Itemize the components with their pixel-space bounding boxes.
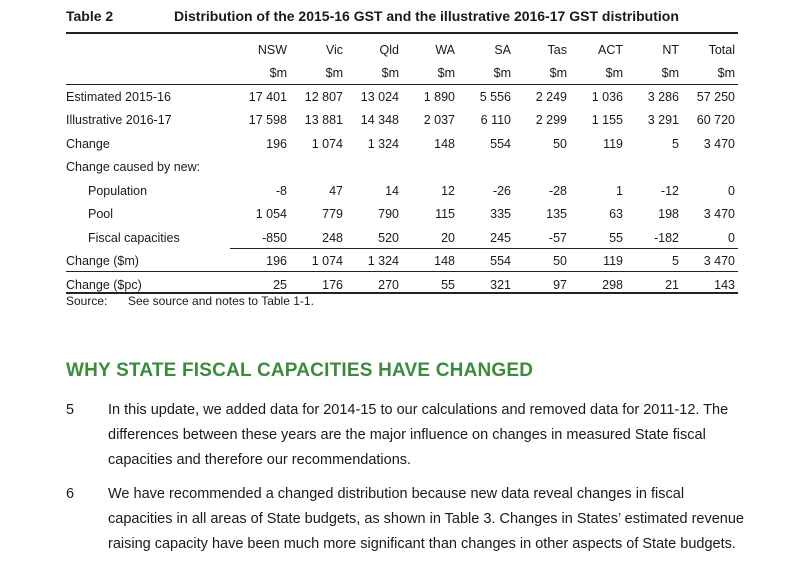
- table-cell: 790: [378, 207, 399, 222]
- table-cell: 1 155: [591, 113, 623, 128]
- table-cell: -57: [548, 230, 567, 245]
- paragraph-6: [66, 482, 746, 557]
- table-cell: 50: [553, 254, 567, 269]
- row-label: Pool: [88, 207, 114, 222]
- table-cell: 0: [728, 183, 735, 198]
- table-cell: 17 598: [248, 113, 287, 128]
- table-cell: 12: [441, 183, 455, 198]
- table-cell: 3 470: [703, 254, 735, 269]
- table-cell: 143: [714, 277, 735, 292]
- table-row: [66, 132, 738, 156]
- table-cell: [514, 156, 570, 180]
- table-cell: 779: [322, 207, 343, 222]
- table-cell: 335: [490, 207, 511, 222]
- table-cell: 6 110: [480, 113, 511, 128]
- paragraph-5: [66, 398, 746, 473]
- row-label: [66, 38, 234, 62]
- row-label: [66, 62, 234, 86]
- table-cell: Total: [708, 42, 735, 57]
- table-cell: NT: [662, 42, 679, 57]
- table-cell: [626, 156, 682, 180]
- table-cell: [682, 156, 738, 180]
- table-cell: 270: [378, 277, 399, 292]
- row-label: Change: [66, 136, 110, 151]
- table-cell: [402, 156, 458, 180]
- table-cell: [346, 156, 402, 180]
- table-cell: WA: [435, 42, 455, 57]
- table-row: [66, 226, 738, 250]
- table-cell: 1 054: [255, 207, 287, 222]
- table-cell: [570, 156, 626, 180]
- table-row: [66, 203, 738, 227]
- paragraph-text: In this update, we added data for 2014-15 to our calculations and removed data for 2011-12. The differences between these years are the major influence on changes in measured State fiscal capacities and therefore our recommendations.: [108, 402, 729, 468]
- row-label: Estimated 2015-16: [66, 89, 171, 104]
- row-label: Change ($m): [66, 254, 139, 269]
- source-label: Source:: [66, 294, 108, 308]
- table-cell: 321: [490, 277, 511, 292]
- table-cell: 5: [672, 136, 679, 151]
- table-cell: 198: [658, 207, 679, 222]
- table-cell: 1 324: [367, 136, 399, 151]
- table-cell: [234, 156, 290, 180]
- header-rule: [66, 84, 738, 85]
- table-header-row: [66, 38, 738, 62]
- table-cell: 47: [329, 183, 343, 198]
- table-cell: $m: [325, 66, 343, 81]
- gst-distribution-table: [66, 38, 738, 297]
- table-cell: SA: [494, 42, 511, 57]
- table-cell: 2 037: [423, 113, 455, 128]
- table-cell: 1 074: [311, 136, 343, 151]
- table-cell: -26: [492, 183, 511, 198]
- table-cell: 554: [490, 136, 511, 151]
- table-cell: $m: [493, 66, 511, 81]
- table-source: [66, 294, 314, 308]
- table-cell: $m: [549, 66, 567, 81]
- table-cell: 13 024: [360, 89, 399, 104]
- table-cell: 0: [728, 230, 735, 245]
- table-cell: NSW: [257, 42, 287, 57]
- table-cell: 176: [322, 277, 343, 292]
- table-cell: 57 250: [696, 89, 735, 104]
- table-row: [66, 179, 738, 203]
- table-row: [66, 250, 738, 274]
- table-cell: 115: [435, 207, 455, 222]
- table-cell: 13 881: [304, 113, 343, 128]
- table-cell: [290, 156, 346, 180]
- table-cell: $m: [381, 66, 399, 81]
- row-label: Fiscal capacities: [88, 230, 180, 245]
- table-cell: $m: [269, 66, 287, 81]
- table-cell: 1 074: [311, 254, 343, 269]
- table-cell: $m: [437, 66, 455, 81]
- table-cell: 148: [434, 136, 455, 151]
- row-label: Illustrative 2016-17: [66, 113, 172, 128]
- table-row: [66, 156, 738, 180]
- table-cell: 12 807: [304, 89, 343, 104]
- table-number: Table 2: [66, 8, 114, 24]
- table-cell: ACT: [598, 42, 623, 57]
- table-cell: $m: [717, 66, 735, 81]
- table-cell: 3 470: [703, 207, 735, 222]
- table-cell: Vic: [325, 42, 343, 57]
- table-cell: -12: [660, 183, 679, 198]
- table-cell: 50: [553, 136, 567, 151]
- table-cell: 3 291: [647, 113, 679, 128]
- table-cell: 119: [603, 254, 623, 269]
- table-cell: 20: [441, 230, 455, 245]
- table-cell: 196: [266, 254, 287, 269]
- table-cell: 2 299: [535, 113, 567, 128]
- table-cell: Qld: [379, 42, 399, 57]
- table-cell: 520: [378, 230, 399, 245]
- row-label: Change caused by new:: [66, 160, 201, 175]
- table-cell: 60 720: [696, 113, 735, 128]
- table-cell: 14 348: [360, 113, 399, 128]
- table-cell: 554: [490, 254, 511, 269]
- table-cell: 1 890: [423, 89, 455, 104]
- table-cell: -850: [261, 230, 287, 245]
- row-label: Change ($pc): [66, 277, 142, 292]
- table-cell: 14: [385, 183, 399, 198]
- table-cell: [458, 156, 514, 180]
- table-cell: 245: [490, 230, 511, 245]
- table-cell: 55: [441, 277, 455, 292]
- paragraph-text: We have recommended a changed distribution because new data reveal changes in fiscal capacities in all areas of State budgets, as shown in Table 3. Changes in States’ estimated revenue raising capacity have been much more significant than changes in other aspects of State budgets.: [108, 486, 744, 552]
- table-cell: 21: [665, 277, 679, 292]
- table-cell: 25: [273, 277, 287, 292]
- table-cell: 17 401: [248, 89, 287, 104]
- table-cell: 55: [609, 230, 623, 245]
- paragraph-number: 5: [66, 402, 75, 418]
- table-cell: 3 470: [703, 136, 735, 151]
- source-text: See source and notes to Table 1-1.: [128, 294, 314, 308]
- section-heading: WHY STATE FISCAL CAPACITIES HAVE CHANGED: [66, 360, 534, 381]
- table-cell: 248: [322, 230, 343, 245]
- table-cell: 119: [603, 136, 623, 151]
- table-cell: -8: [275, 183, 287, 198]
- table-cell: 97: [553, 277, 567, 292]
- table-cell: 1: [616, 183, 623, 198]
- table-units-row: [66, 62, 738, 86]
- table-cell: 135: [546, 207, 567, 222]
- table-cell: Tas: [547, 42, 567, 57]
- table-cell: 5: [672, 254, 679, 269]
- paragraph-number: 6: [66, 486, 75, 502]
- table-row: [66, 85, 738, 109]
- table-cell: 298: [602, 277, 623, 292]
- table-cell: $m: [605, 66, 623, 81]
- row-label: Population: [88, 183, 148, 198]
- table-cell: 5 556: [479, 89, 511, 104]
- table-cell: 148: [434, 254, 455, 269]
- table-cell: 63: [609, 207, 623, 222]
- table-cell: 1 324: [367, 254, 399, 269]
- table-cell: 3 286: [647, 89, 679, 104]
- table-row: [66, 109, 738, 133]
- table-title: Distribution of the 2015-16 GST and the illustrative 2016-17 GST distribution: [174, 8, 679, 24]
- change-dollars-rule: [66, 271, 738, 272]
- table-cell: 1 036: [591, 89, 623, 104]
- table-top-rule: [66, 32, 738, 34]
- table-cell: 196: [266, 136, 287, 151]
- table-cell: -182: [653, 230, 679, 245]
- table-cell: 2 249: [535, 89, 567, 104]
- subtotal-rule: [230, 248, 738, 249]
- table-caption: [66, 6, 738, 28]
- table-cell: $m: [661, 66, 679, 81]
- table-cell: -28: [548, 183, 567, 198]
